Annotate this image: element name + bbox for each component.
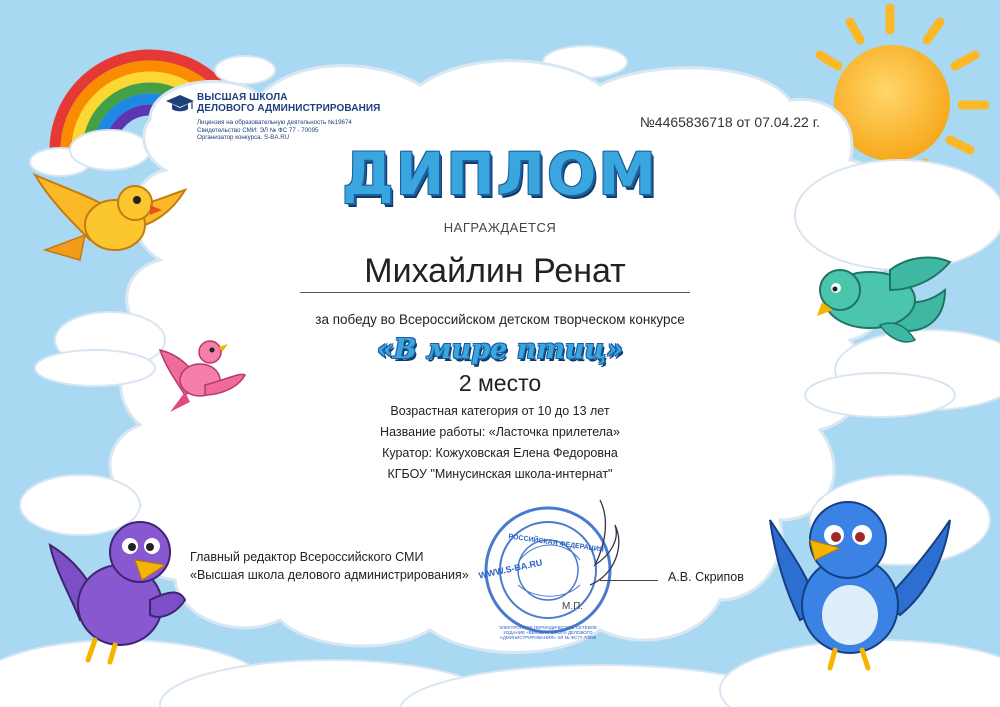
age-category: Возрастная категория от 10 до 13 лет [390, 404, 610, 418]
contest-name: «В мире птиц» [376, 334, 624, 365]
editor-line-2: «Высшая школа делового администрирования» [190, 568, 469, 582]
stamp-center-text: WWW.S-BA.RU [477, 557, 544, 581]
org-details [197, 119, 352, 142]
signer-name: А.В. Скрипов [668, 570, 744, 584]
recipient-name: Михайлин Ренат [364, 252, 626, 290]
stamp-inner-text: РОССИЙСКАЯ ФЕДЕРАЦИЯ [507, 533, 605, 554]
org-name: ВЫСШАЯ ШКОЛА ДЕЛОВОГО АДМИНИСТРИРОВАНИЯ [197, 92, 381, 114]
stamp-ring-text: ЭЛЕКТРОННОЕ ПЕРИОДИЧЕСКОЕ СЕТЕВОЕ ИЗДАНИЕ «ВЫСШАЯ ШКОЛА ДЕЛОВОГО АДМИНИСТРИРОВАНИЯ» ЭЛ № ФС77-70095 [498, 625, 598, 640]
editor-line-1: Главный редактор Всероссийского СМИ [190, 550, 424, 564]
org-organizer: Организатор конкурса. S-BA.RU [197, 134, 290, 142]
diploma-title: ДИПЛОМ [342, 140, 658, 208]
recipient-underline [300, 292, 690, 293]
awarded-label: НАГРАЖДАЕТСЯ [443, 220, 557, 235]
org-certificate: Свидетельство СМИ: ЭЛ № ФС 77 - 70095 [197, 126, 319, 134]
work-title: Название работы: «Ласточка прилетела» [380, 425, 620, 439]
institution: КГБОУ "Минусинская школа-интернат" [387, 467, 613, 481]
curator: Куратор: Кожуховская Елена Федоровна [382, 446, 618, 460]
org-license: Лицензия на образовательную деятельность №19674 [197, 119, 352, 126]
graduation-cap-icon [165, 94, 195, 114]
editor-block [190, 548, 469, 584]
diploma-number: №4465836718 от 07.04.22 г. [639, 114, 820, 130]
award-reason: за победу во Всероссийском детском творческом конкурсе [315, 312, 685, 327]
signature-line [600, 580, 658, 581]
place-text: 2 место [458, 370, 542, 396]
seal-place-label: М.П. [562, 601, 584, 612]
